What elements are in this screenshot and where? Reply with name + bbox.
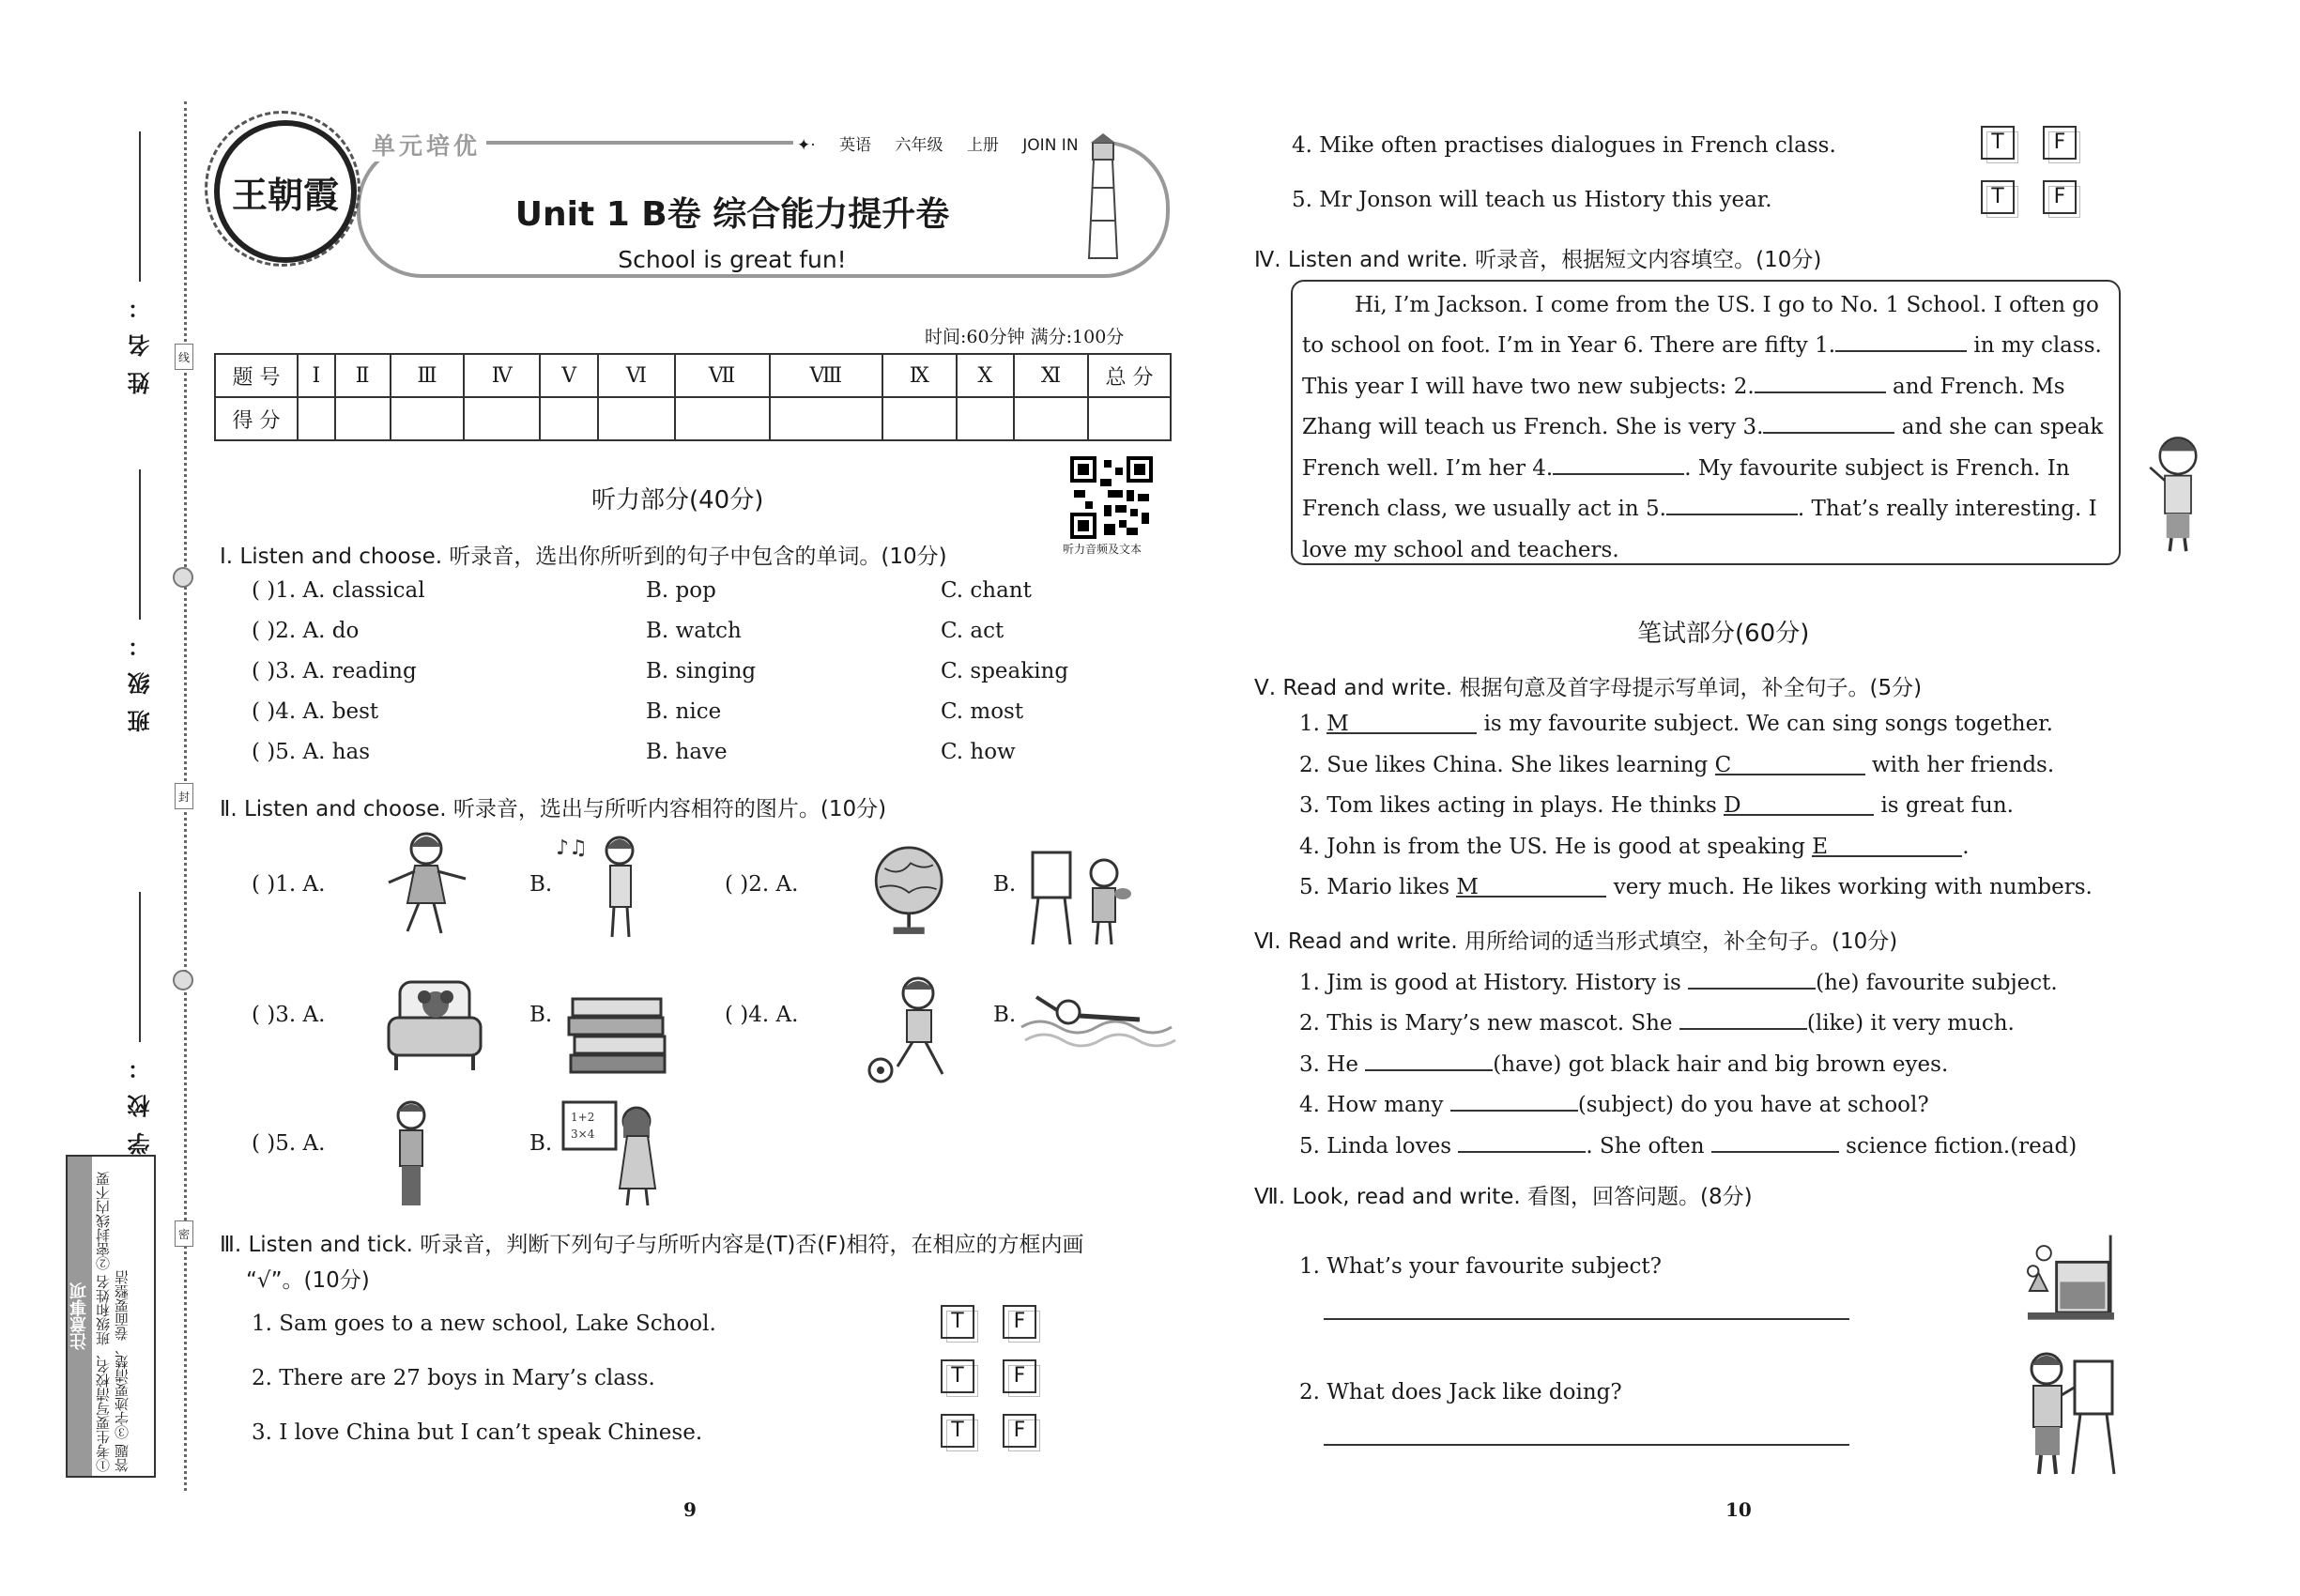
answer-blank[interactable]	[1365, 1049, 1493, 1071]
boy-standing-icon[interactable]	[379, 1098, 445, 1211]
score-cell[interactable]	[298, 397, 335, 440]
table-cell: Ⅲ	[391, 354, 465, 397]
page-subtitle: School is great fun!	[618, 246, 847, 273]
score-table	[214, 353, 1172, 441]
option-b[interactable]: B. nice	[646, 699, 722, 724]
table-cell: 总 分	[1088, 354, 1171, 397]
answer-line[interactable]	[1324, 1318, 1849, 1320]
score-cell[interactable]	[770, 397, 882, 440]
edition: JOIN IN	[1022, 136, 1079, 155]
false-box[interactable]: F	[2043, 180, 2077, 214]
question-1-3[interactable]: ( )3. A. reading	[252, 659, 417, 683]
passage-line: to school on foot. I’m in Year 6. There are fifty 1. in my class.	[1302, 326, 2109, 367]
notes-box	[66, 1155, 156, 1478]
option-c[interactable]: C. chant	[941, 578, 1032, 603]
table-row	[215, 397, 1171, 440]
table-cell: 题 号	[215, 354, 298, 397]
section-4-title: Ⅳ. Listen and write. 听录音，根据短文内容填空。(10分)	[1254, 248, 1822, 272]
option-b[interactable]: B. watch	[646, 619, 742, 643]
score-cell[interactable]	[1088, 397, 1171, 440]
notes-text: ①考生要写清校名、班级和姓名 ②密封线内不要答题 ③字迹要清楚、卷面要整洁	[95, 1172, 130, 1472]
false-box[interactable]: F	[2043, 126, 2077, 160]
volume: 上册	[966, 136, 999, 155]
table-cell: Ⅷ	[770, 354, 882, 397]
girl-dancing-icon[interactable]	[379, 826, 473, 939]
table-cell: Ⅸ	[882, 354, 957, 397]
table-cell: Ⅱ	[335, 354, 391, 397]
section-1-title: Ⅰ. Listen and choose. 听录音，选出你所听到的句子中包含的单词。(10分)	[220, 545, 947, 569]
books-icon[interactable]	[567, 991, 670, 1076]
option-c[interactable]: C. how	[941, 740, 1016, 764]
swimming-icon[interactable]	[1018, 982, 1177, 1057]
globe-icon[interactable]	[867, 841, 954, 939]
tick-question-4: 4. Mike often practises dialogues in French class.	[1292, 133, 1836, 158]
blank-4[interactable]	[1553, 453, 1684, 475]
answer-blank[interactable]	[1679, 1007, 1807, 1030]
boy-painting-icon	[2018, 1348, 2122, 1480]
armchair-dog-icon[interactable]	[383, 973, 486, 1076]
gear-icon	[173, 970, 193, 990]
score-cell[interactable]	[464, 397, 540, 440]
option-c[interactable]: C. most	[941, 699, 1024, 724]
answer-blank[interactable]: M	[1456, 875, 1606, 898]
question-1-5[interactable]: ( )5. A. has	[252, 740, 371, 764]
qr-caption: 听力音频及文本	[1063, 543, 1142, 556]
gear-icon	[173, 567, 193, 588]
true-box[interactable]: T	[1981, 126, 2015, 160]
table-row	[215, 354, 1171, 397]
boy-speaking-icon	[2145, 422, 2211, 563]
section-3-title: Ⅲ. Listen and tick. 听录音，判断下列句子与所听内容是(T)否(F)相符，在相应的方框内画	[220, 1233, 1084, 1257]
book-meta	[793, 131, 1101, 155]
logo-text: 王朝霞	[231, 174, 339, 216]
tick-question-3: 3. I love China but I can’t speak Chinese.	[252, 1420, 703, 1445]
section-5-title: Ⅴ. Read and write. 根据句意及首字母提示写单词，补全句子。(5分)	[1254, 676, 1923, 700]
passage-line: French class, we usually act in 5. . That’s really interesting. I	[1302, 489, 2109, 530]
passage-bubble	[1291, 280, 2121, 565]
option-b[interactable]: B. pop	[646, 578, 716, 603]
section-7-title: Ⅶ. Look, read and write. 看图，回答问题。(8分)	[1254, 1185, 1753, 1209]
table-cell: Ⅹ	[957, 354, 1014, 397]
look-question-2: 2. What does Jack like doing?	[1299, 1380, 1622, 1404]
option-b[interactable]: B.	[529, 1131, 553, 1156]
option-c[interactable]: C. act	[941, 619, 1004, 643]
school-line[interactable]	[139, 892, 141, 1042]
class-label: 班级：	[128, 620, 154, 732]
page-title: Unit 1 B卷 综合能力提升卷	[514, 195, 950, 234]
false-box[interactable]: F	[1003, 1305, 1036, 1339]
answer-blank[interactable]: C	[1715, 753, 1865, 775]
section-3-title-cont: “√”。(10分)	[246, 1268, 370, 1293]
page-number-left: 9	[683, 1498, 697, 1521]
form-question-4: 4. How many (subject) do you have at school?	[1299, 1089, 1929, 1117]
question-2-1[interactable]: ( )1. A.	[252, 872, 326, 897]
subject: 英语	[839, 136, 872, 155]
science-lab-icon	[2018, 1226, 2122, 1334]
option-c[interactable]: C. speaking	[941, 659, 1069, 683]
option-b[interactable]: B. have	[646, 740, 728, 764]
name-line[interactable]	[139, 131, 141, 282]
option-b[interactable]: B.	[993, 872, 1017, 897]
qr-code-icon	[1070, 456, 1153, 539]
question-2-3[interactable]: ( )3. A.	[252, 1003, 326, 1027]
write-question-4: 4. John is from the US. He is good at speaking E .	[1299, 835, 1970, 859]
answer-blank[interactable]: D	[1724, 793, 1874, 816]
false-box[interactable]: F	[1003, 1359, 1036, 1393]
tick-question-2: 2. There are 27 boys in Mary’s class.	[252, 1366, 655, 1390]
form-question-3: 3. He (have) got black hair and big brown eyes.	[1299, 1049, 1948, 1077]
class-line[interactable]	[139, 469, 141, 620]
girl-painting-icon[interactable]	[1029, 836, 1132, 948]
passage-line: This year I will have two new subjects: 2. and French. Ms	[1302, 367, 2109, 408]
girl-singing-icon[interactable]	[552, 830, 655, 943]
answer-blank[interactable]	[1688, 967, 1816, 990]
question-2-5[interactable]: ( )5. A.	[252, 1131, 326, 1156]
section-6-title: Ⅵ. Read and write. 用所给词的适当形式填空，补全句子。(10分)	[1254, 929, 1898, 954]
score-cell[interactable]	[598, 397, 674, 440]
score-cell[interactable]	[335, 397, 391, 440]
tick-question-5: 5. Mr Jonson will teach us History this year.	[1292, 188, 1772, 212]
listening-part-title: 听力部分(40分)	[591, 486, 764, 514]
blank-3[interactable]	[1763, 411, 1894, 434]
passage-line: French well. I’m her 4. . My favourite subject is French. In	[1302, 449, 2109, 490]
passage-line: Zhang will teach us French. She is very 3. and she can speak	[1302, 407, 2109, 449]
passage-line: Hi, I’m Jackson. I come from the US. I go to No. 1 School. I often go	[1355, 293, 2099, 317]
score-cell[interactable]	[957, 397, 1014, 440]
answer-blank[interactable]	[1711, 1130, 1839, 1153]
star-icon: ✦·	[797, 136, 816, 155]
look-question-1: 1. What’s your favourite subject?	[1299, 1254, 1662, 1279]
table-cell: Ⅵ	[598, 354, 674, 397]
answer-blank[interactable]: M	[1326, 712, 1477, 734]
question-2-4[interactable]: ( )4. A.	[725, 1003, 799, 1027]
section-2-title: Ⅱ. Listen and choose. 听录音，选出与所听内容相符的图片。(10分)	[220, 797, 887, 821]
table-cell: Ⅶ	[675, 354, 770, 397]
table-cell: Ⅰ	[298, 354, 335, 397]
tick-question-1: 1. Sam goes to a new school, Lake School.	[252, 1312, 716, 1336]
true-box[interactable]: T	[941, 1305, 974, 1339]
teacher-blackboard-icon[interactable]	[561, 1097, 665, 1209]
cut-mark: 线	[175, 344, 193, 370]
form-question-5: 5. Linda loves . She often science fiction.(read)	[1299, 1130, 2077, 1159]
score-cell[interactable]	[391, 397, 465, 440]
answer-blank[interactable]	[1450, 1089, 1578, 1112]
score-cell[interactable]	[1014, 397, 1088, 440]
school-label: 学校：	[128, 1042, 154, 1155]
write-question-3: 3. Tom likes acting in plays. He thinks D is great fun.	[1299, 793, 2014, 818]
name-label: 姓名：	[128, 282, 154, 394]
svg-text:3×4: 3×4	[571, 1128, 595, 1141]
score-cell[interactable]	[675, 397, 770, 440]
blank-1[interactable]	[1835, 330, 1967, 352]
option-b[interactable]: B.	[993, 1003, 1017, 1027]
true-box[interactable]: T	[941, 1359, 974, 1393]
table-cell: Ⅴ	[540, 354, 598, 397]
option-b[interactable]: B. singing	[646, 659, 757, 683]
false-box[interactable]: F	[1003, 1414, 1036, 1448]
option-b[interactable]: B.	[529, 872, 553, 897]
answer-blank[interactable]	[1458, 1130, 1586, 1153]
form-question-2: 2. This is Mary’s new mascot. She (like) it very much.	[1299, 1007, 2015, 1036]
answer-blank[interactable]: E	[1812, 835, 1962, 857]
answer-line[interactable]	[1324, 1444, 1849, 1446]
cut-mark: 密	[175, 1220, 193, 1247]
svg-text:♪♫: ♪♫	[556, 836, 588, 860]
table-cell: Ⅺ	[1014, 354, 1088, 397]
score-cell[interactable]	[882, 397, 957, 440]
svg-text:1+2: 1+2	[571, 1111, 595, 1124]
table-cell: Ⅳ	[464, 354, 540, 397]
write-question-1: 1. M is my favourite subject. We can sing songs together.	[1299, 712, 2053, 736]
grade: 六年级	[895, 136, 943, 155]
true-box[interactable]: T	[941, 1414, 974, 1448]
true-box[interactable]: T	[1981, 180, 2015, 214]
question-1-1[interactable]: ( )1. A. classical	[252, 578, 425, 603]
question-1-4[interactable]: ( )4. A. best	[252, 699, 379, 724]
blank-5[interactable]	[1666, 493, 1798, 515]
time-info: 时间:60分钟 满分:100分	[925, 327, 1125, 347]
series-label: 单元培优	[366, 128, 486, 161]
form-question-1: 1. Jim is good at History. History is (he) favourite subject.	[1299, 967, 2058, 995]
question-1-2[interactable]: ( )2. A. do	[252, 619, 360, 643]
brand-logo	[214, 120, 357, 263]
write-question-5: 5. Mario likes M very much. He likes working with numbers.	[1299, 875, 2093, 899]
boy-football-icon[interactable]	[864, 973, 967, 1085]
option-b[interactable]: B.	[529, 1003, 553, 1027]
passage-line: love my school and teachers.	[1302, 538, 1619, 562]
question-2-2[interactable]: ( )2. A.	[725, 872, 799, 897]
writing-part-title: 笔试部分(60分)	[1637, 620, 1810, 648]
cut-mark: 封	[175, 783, 193, 809]
notes-header: 注意事项	[68, 1157, 92, 1476]
page-number-right: 10	[1725, 1498, 1752, 1521]
write-question-2: 2. Sue likes China. She likes learning C with her friends.	[1299, 753, 2055, 777]
blank-2[interactable]	[1755, 371, 1886, 393]
table-cell: 得 分	[215, 397, 298, 440]
lighthouse-icon	[1080, 131, 1127, 263]
score-cell[interactable]	[540, 397, 598, 440]
